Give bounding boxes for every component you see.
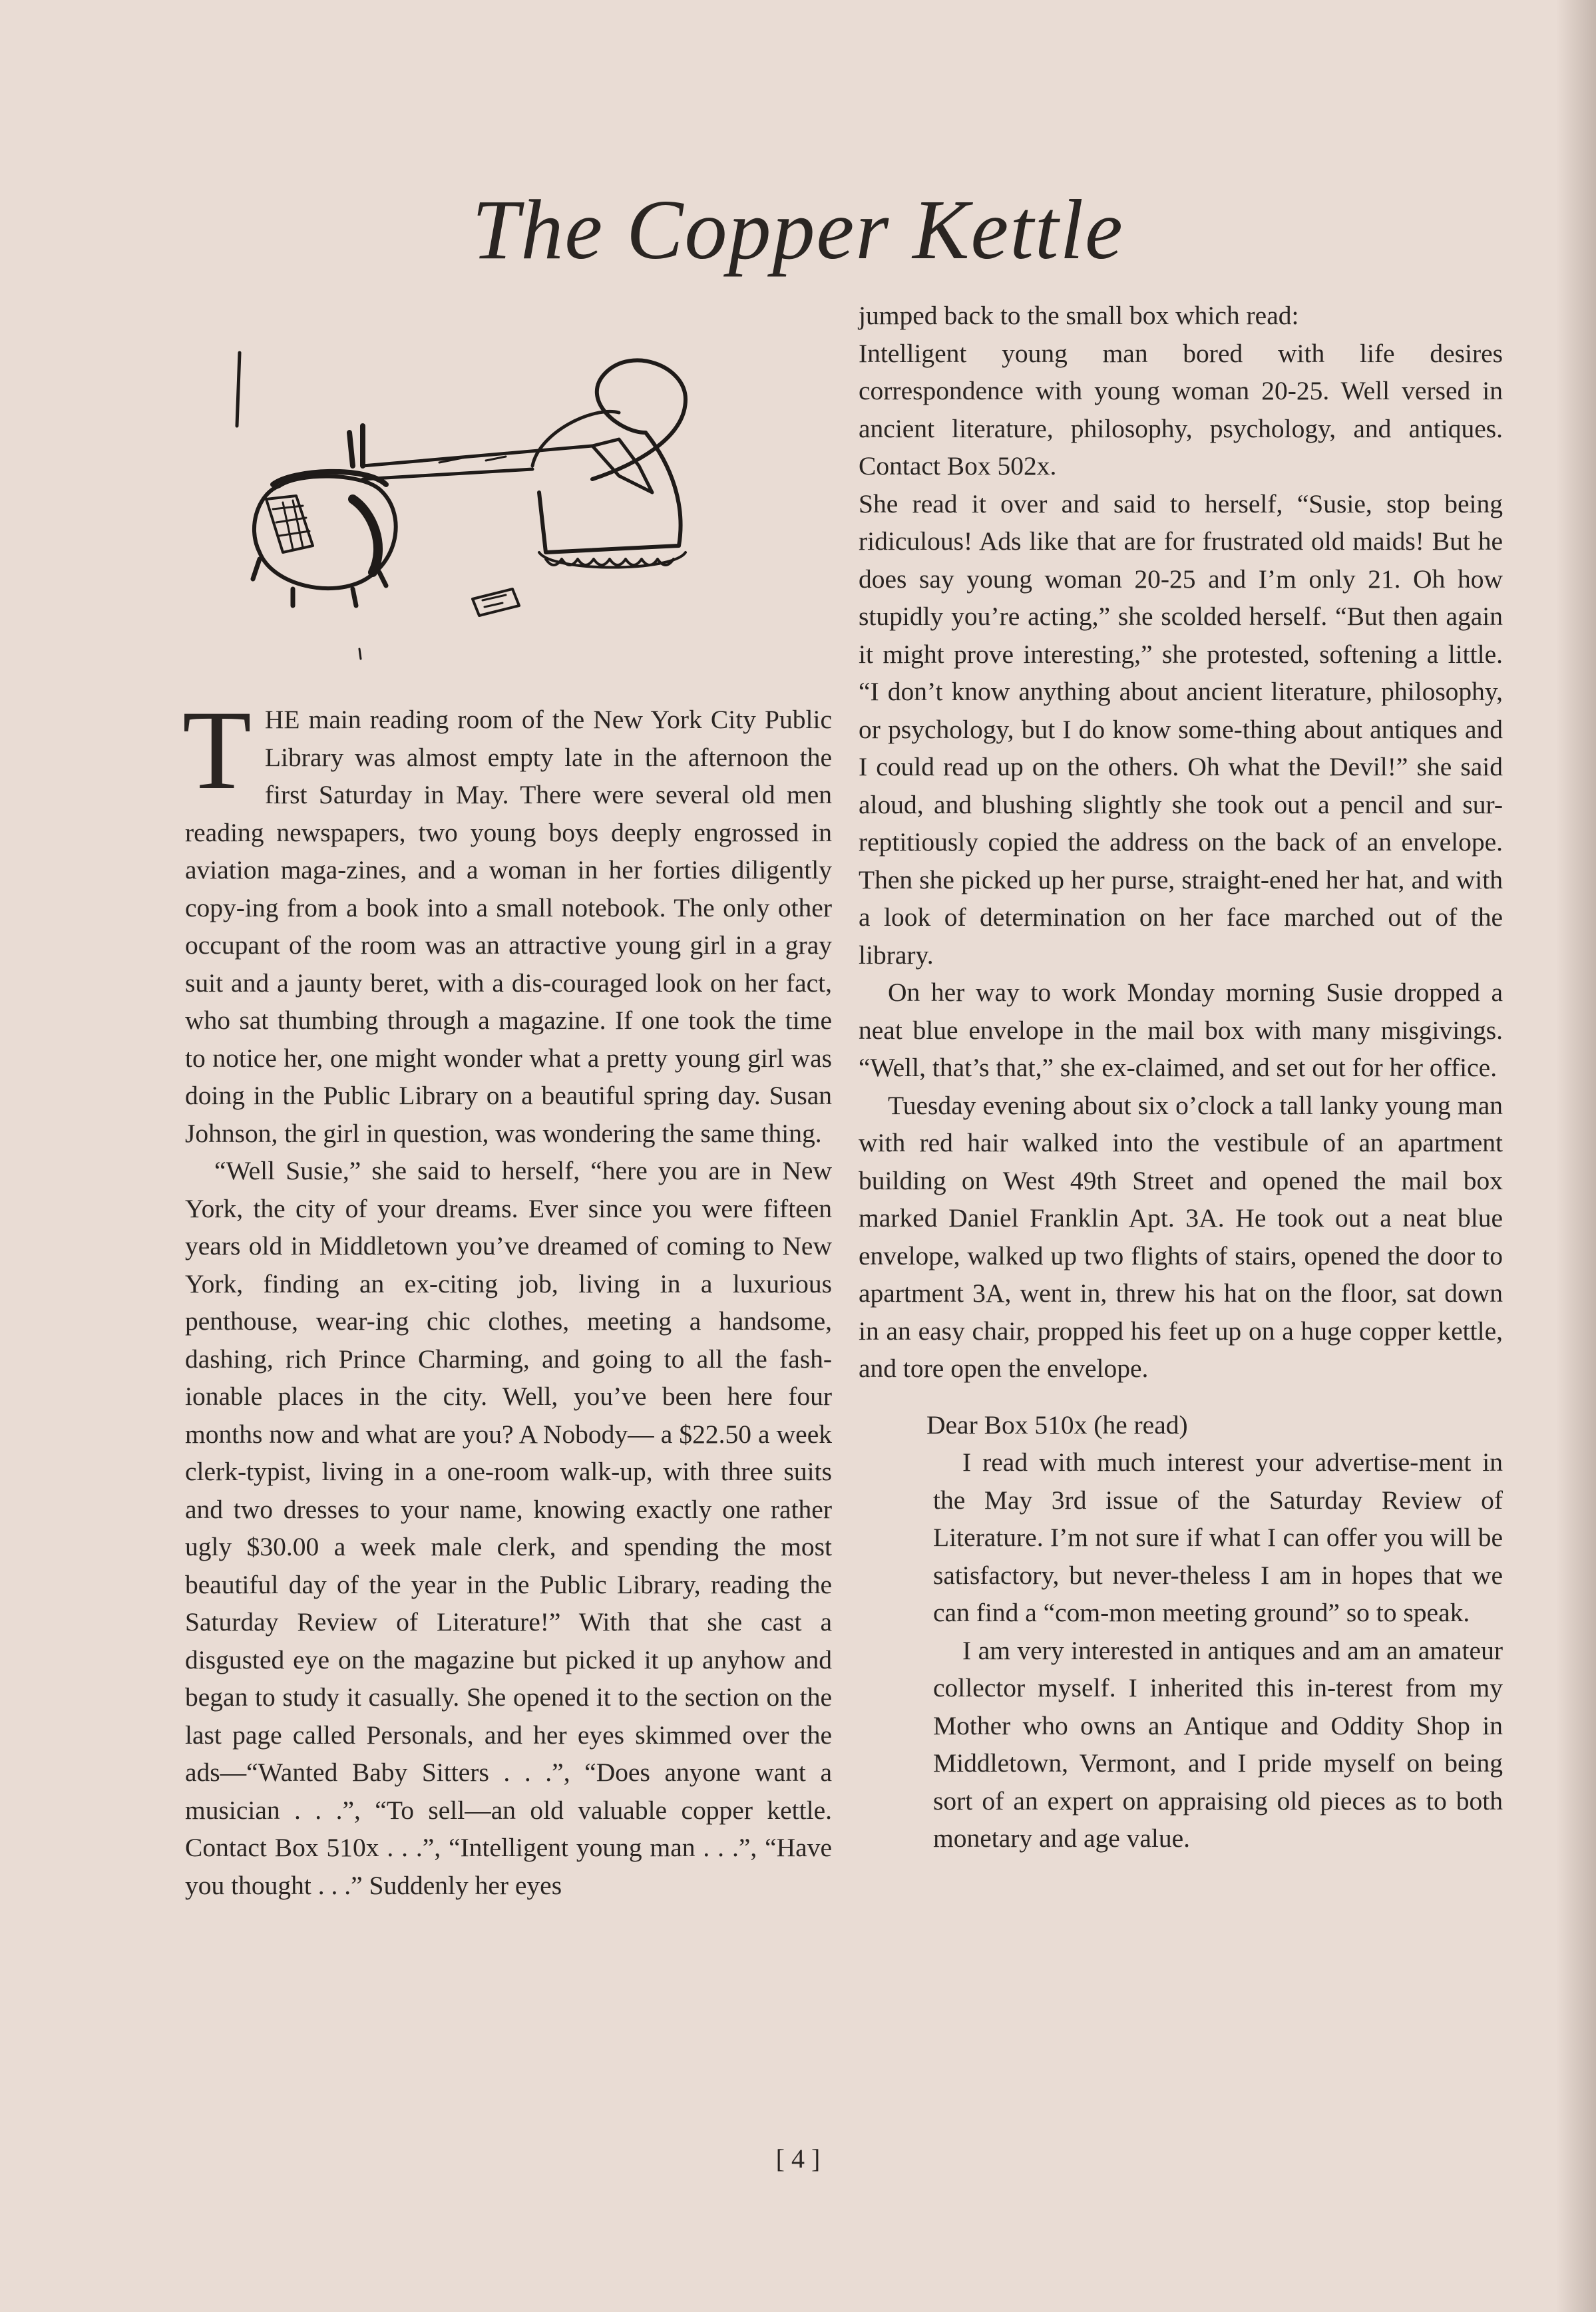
page-edge-shadow [1556, 0, 1596, 2312]
page-title: The Copper Kettle [472, 182, 1124, 277]
letter-paragraph: I am very interested in antiques and am an amateur collector myself. I inherited this in-terest from my Mother who owns an Antique and Oddity Shop in Middletown, Vermont, and I pride myself on being sort of an expert on appraising old pieces as to both monetary and age value. [933, 1635, 1503, 1853]
opening-paragraph [182, 687, 832, 1152]
paragraph: On her way to work Monday morning Susie dropped a neat blue envelope in the mail box with many misgivings. “Well, that’s that,” she ex-claimed, and set out for her office. [859, 978, 1503, 1082]
paragraph: Tuesday evening about six o’clock a tall lanky young man with red hair walked into the vestibule of an apartment building on West 49th Street and opened the mail box marked Daniel Franklin Apt. 3A. He took out a neat blue envelope, walked up two flights of stairs, opened the door to apartment 3A, went in, threw his hat on the floor, sat down in an easy chair, propped his feet up on a huge copper kettle, and tore open the envelope. [859, 1090, 1503, 1383]
paragraph: She read it over and said to herself, “Susie, stop being ridiculous! Ads like that are for frustrated old maids! But he does say young woman 20-25 and I’m only 21. Oh how stupidly you’re acting,” she scolded herself. “But then again it might prove interesting,” she protested, softening a little. “I don’t know anything about ancient literature, philosophy, or psychology, but I do know some-thing about antiques and I could read up on the others. Oh what the Devil!” she said aloud, and blushing slightly she took out a pencil and sur-reptitiously copied the address on the back of an envelope. Then she picked up her purse, straight-ened her hat, and with a look of determination on her face marched out of the library. [859, 488, 1503, 970]
letter-paragraph: I read with much interest your advertise-ment in the May 3rd issue of the Saturday Review of Literature. I’m not sure if what I can offer you will be satisfactory, but never-theless I am in hopes that we can find a “com-mon meeting ground” so to speak. [933, 1447, 1503, 1627]
paragraph-text: HE main reading room of the New York City Public Library was almost empty late in the afternoon the first Saturday in May. There were several old men reading newspapers, two young boys deeply engrossed in aviation maga-zines, and a woman in her forties diligently copy-ing from a book into a small notebook. The only other occupant of the room was an attractive young girl in a gray suit and a jaunty beret, with a dis-couraged look on her fact, who sat thumbing through a magazine. If one took the time to notice her, one might wonder what a pretty young girl was doing in the Public Library on a beautiful spring day. Susan Johnson, the girl in question, was wondering the same thing. [185, 705, 832, 1148]
paragraph: jumped back to the small box which read: [859, 301, 1299, 330]
letter-salutation: Dear Box 510x (he read) [926, 1410, 1188, 1440]
left-column [182, 687, 832, 1904]
kettle-illustration [220, 333, 739, 679]
drop-cap: T [182, 687, 252, 813]
page-number: [ 4 ] [775, 2144, 821, 2174]
personal-ad-quote: Intelligent young man bored with life desires correspondence with young woman 20-25. Well versed in ancient literature, philosophy, psychology, and antiques. Contact Box 502x. [859, 338, 1503, 481]
letter-block [926, 1406, 1503, 1857]
paragraph: “Well Susie,” she said to herself, “here you are in New York, the city of your dreams. Ever since you were fifteen years old in Middletown you’ve dreamed of coming to New York, finding an ex-citing job, living in a luxurious penthouse, wear-ing chic clothes, meeting a handsome, dashing, rich Prince Charming, and going to all the fash-ionable places in the city. Well, you’ve been here four months now and what are you? A Nobody— a $22.50 a week clerk-typist, living in a one-room walk-up, with three suits and two dresses to your name, knowing exactly one rather ugly $30.00 a week male clerk, and spending the most beautiful day of the year in the Public Library, reading the Saturday Review of Literature!” With that she cast a disgusted eye on the magazine but picked it up anyhow and began to study it casually. She opened it to the section on the last page called Personals, and her eyes skimmed over the ads—“Wanted Baby Sitters . . .”, “Does anyone want a musician . . .”, “To sell—an old valuable copper kettle. Contact Box 510x . . .”, “Intelligent young man . . .”, “Have you thought . . .” Suddenly her eyes [185, 1156, 832, 1900]
right-column [859, 297, 1503, 1857]
